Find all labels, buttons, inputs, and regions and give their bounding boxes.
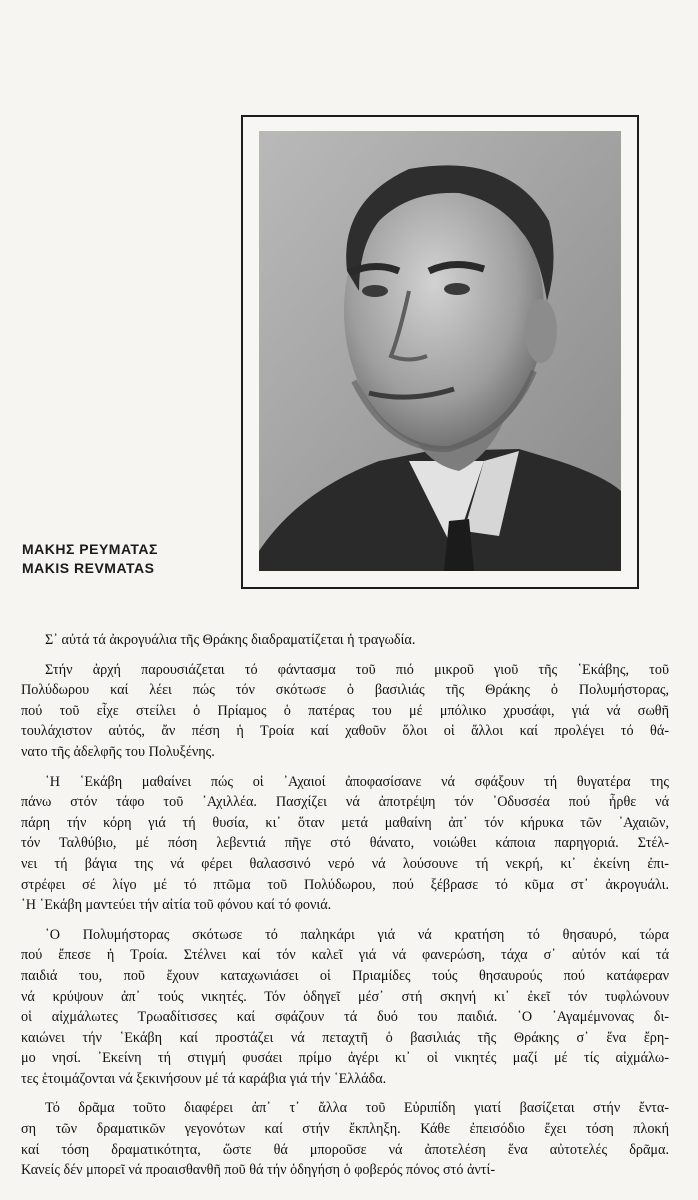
text-line: τουλάχιστον αὐτός, ἄν πέση ἡ Τροία καί χαθοῦν ὅλοι οἱ ἄλλοι καί προλέγει τό θά- (21, 723, 669, 740)
text-line: Κανείς δέν μπορεῖ νά προαισθανθῆ ποῦ θά τήν ὁδηγήση ὁ φοβερός πόνος στό ἀντί- (21, 1162, 496, 1179)
text-line: Πολύδωρου καί λέει πώς τόν σκότωσε ὁ βασιλιάς τῆς Θράκης ὁ Πολυμήστορας, (21, 682, 669, 699)
text-line: πάνω στόν τάφο τοῦ ᾿Αχιλλέα. Πασχίζει νά ἀποτρέψη τόν ᾿Οδυσσέα πού ἦρθε νά (21, 794, 669, 811)
text-line: οἱ αἰχμάλωτες Τρωαδίτισσες καί σφάζουν τά δυό του παιδιά. ῾Ο ᾿Αγαμέμνονας δι- (21, 1009, 669, 1026)
article-paragraph (21, 1098, 669, 1180)
caption-greek-name: ΜΑΚΗΣ ΡΕΥΜΑΤΑΣ (22, 541, 158, 557)
photo-frame (241, 115, 639, 589)
text-line: πάρη τήν κόρη γιά τή θυσία, κι᾿ ὅταν μετά μαθαίνη ἀπ᾿ τόν κήρυκα τῶν ᾿Αχαιῶν, (21, 814, 669, 831)
text-line: νατο τῆς ἀδελφῆς του Πολυξένης. (21, 743, 215, 760)
text-line: καιώνει τήν ῾Εκάβη καί προστάζει νά πεταχτῆ ὁ βασιλιάς τῆς Θράκης σ᾿ ἕνα ἔρη- (21, 1029, 669, 1046)
text-line: νει τή βάγια της νά φέρει θαλασσινό νερό νά λούσουνε τή νεκρή, κι᾿ ἐκείνη ἐπι- (21, 855, 669, 872)
text-line: πού ἔπεσε ἡ Τροία. Στέλνει καί τόν καλεῖ γιά νά φανερώση, τάχα σ᾿ αὐτόν καί τά (21, 947, 669, 964)
text-line: τόν Ταλθύβιο, μέ πόση λεβεντιά πῆγε στό θάνατο, νοιώθει κάποια παρηγοριά. Στέλ- (21, 835, 669, 852)
text-line: παιδιά του, ποῦ ἔχουν καταχωνιάσει οἱ Πριαμίδες τούς θησαυρούς πού κατάφεραν (21, 967, 669, 984)
article-paragraph (21, 630, 669, 651)
text-line: πού τοῦ εἶχε στείλει ὁ Πρίαμος ὁ πατέρας του μέ μπόλικο χρυσάφι, γιά νά σωθῆ (21, 702, 669, 719)
text-line: ῾Ο Πολυμήστορας σκότωσε τό παληκάρι γιά νά κρατήση τό θησαυρό, τώρα (45, 926, 669, 943)
text-line: νά κρύψουν ἀπ᾿ τούς νικητές. Τόν ὁδηγεῖ μέσ᾿ στή σκηνή κι᾿ ἐκεῖ τόν τυφλώνουν (21, 988, 669, 1005)
portrait-illustration (259, 131, 621, 571)
text-line: στρέφει σέ λίγο μέ τό πτῶμα τοῦ Πολύδωρου, πού ξέβρασε τό κῦμα στ᾿ ἀκρογυάλι. (21, 876, 669, 893)
article-paragraph (21, 660, 669, 763)
text-line: καί τόση δραματικότητα, ὥστε θά μποροῦσε νά ἀποτελέση ἕνα αὐτοτελές δρᾶμα. (21, 1141, 669, 1158)
text-line: ῾Η ῾Εκάβη μαντεύει τήν αἰτία τοῦ φόνου καί τό φονιά. (21, 897, 332, 914)
text-line: μο νησί. ᾿Εκείνη τή στιγμή φυσάει πρίμο ἀγέρι κι᾿ οἱ νικητές μαζί μέ τίς αἰχμάλω- (21, 1050, 669, 1067)
text-line: Σ᾿ αὐτά τά ἀκρογυάλια τῆς Θράκης διαδραματίζεται ἡ τραγωδία. (45, 632, 416, 648)
caption-latin-name: MAKIS REVMATAS (22, 560, 155, 576)
text-line: Στήν ἀρχή παρουσιάζεται τό φάντασμα τοῦ πιό μικροῦ γιοῦ τῆς ῾Εκάβης, τοῦ (45, 661, 669, 678)
text-line: τες ἑτοιμάζονται νά ξεκινήσουν μέ τά καράβια γιά τήν ῾Ελλάδα. (21, 1070, 387, 1087)
text-line: ση τῶν δραματικῶν γεγονότων καί στήν ἔκπληξη. Κάθε ἐπεισόδιο ἔχει τόση πλοκή (21, 1121, 669, 1138)
text-line: Τό δρᾶμα τοῦτο διαφέρει ἀπ᾿ τ᾿ ἄλλα τοῦ Εὐριπίδη γιατί βασίζεται στήν ἔντα- (45, 1100, 669, 1117)
portrait-photo (259, 131, 621, 571)
photo-caption (22, 540, 158, 578)
article-paragraph (21, 772, 669, 916)
article-text (21, 630, 669, 1181)
text-line: ῾Η ῾Εκάβη μαθαίνει πώς οἱ ᾿Αχαιοί ἀποφασίσανε νά σφάξουν τή θυγατέρα της (45, 773, 669, 790)
article-paragraph (21, 925, 669, 1090)
